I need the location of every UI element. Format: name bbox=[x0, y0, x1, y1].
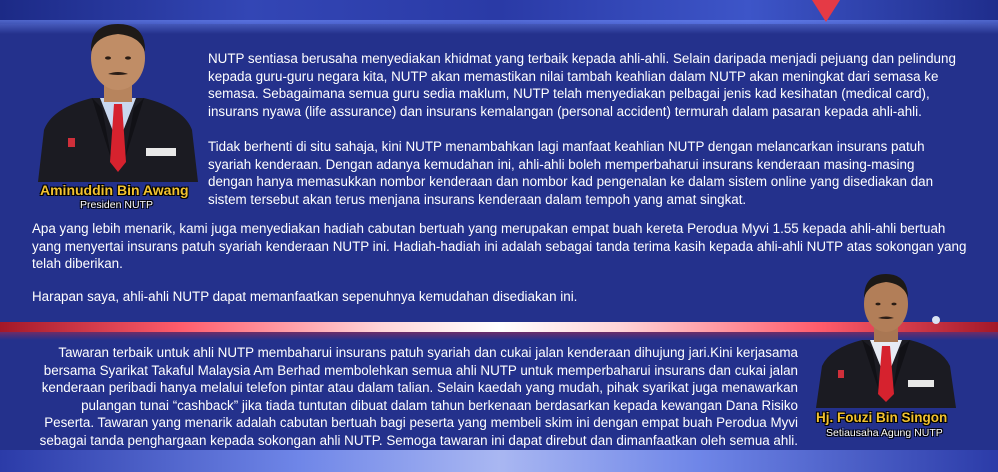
secretary-portrait bbox=[812, 266, 960, 408]
bottom-banner-strip bbox=[0, 450, 998, 472]
president-portrait bbox=[30, 12, 206, 182]
message-paragraph-2: Tidak berhenti di situ sahaja, kini NUTP menambahkan lagi manfaat keahlian NUTP dengan melancarkan insurans patuh syariah kenderaan. Dengan adanya kemudahan ini, ahli-ahli boleh memperbaharui insurans kenderaan masing-masing dengan hanya memasukkan nombor kenderaan dan nombor kad pengenalan ke dalam sistem online yang disediakan dan sistem tersebut akan terus menjana insurans kenderaan dalam tempoh yang amat singkat. bbox=[208, 139, 934, 207]
president-title: Presiden NUTP bbox=[80, 199, 153, 211]
secretary-name: Hj. Fouzi Bin Singon bbox=[816, 410, 948, 425]
secretary-photo bbox=[812, 266, 960, 408]
message-paragraph-3: Apa yang lebih menarik, kami juga menyediakan hadiah cabutan bertuah yang merupakan empat buah kereta Perodua Myvi 1.55 kepada ahli-ahli bertuah yang menyertai insurans patuh syariah kenderaan NUTP ini. Hadiah-hadiah ini adalah sebagai tanda terima kasih kepada ahli-ahli NUTP atas sokongan yang telah diberikan. bbox=[32, 221, 967, 271]
message-paragraph-4: Harapan saya, ahli-ahli NUTP dapat memanfaatkan sepenuhnya kemudahan disediakan ini. bbox=[32, 289, 578, 304]
message-paragraph-1: NUTP sentiasa berusaha menyediakan khidmat yang terbaik kepada ahli-ahli. Selain daripada menjadi pejuang dan pelindung kepada guru-guru negara kita, NUTP akan memastikan nilai tambah keahlian dalam NUTP akan meningkat dari semasa ke semasa. Sebagaimana semua guru sedia maklum, NUTP telah menyediakan pelbagai jenis kad kesihatan (medical card), insurans nyawa (life assurance) dan insurans kemalangan (personal accident) termurah dalam pasaran kepada ahli-ahli. bbox=[208, 51, 956, 119]
president-name: Aminuddin Bin Awang bbox=[40, 182, 189, 198]
top-red-chevron bbox=[812, 0, 840, 22]
offer-paragraph: Tawaran terbaik untuk ahli NUTP membaharui insurans patuh syariah dan cukai jalan kenderaan dihujung jari.Kini kerjasama bersama Syarikat Takaful Malaysia Am Berhad membolehkan semua ahli NUTP untuk memperbaharui insurans dan cukai jalan kenderaan peribadi hanya melalui telefon pintar atau dalam talian. Selain kaedah yang mudah, pihak syarikat juga menawarkan pulangan tunai “cashback” jika tiada tuntutan dibuat dalam tahun berkenaan berdasarkan kepada kewangan Dana Risiko Peserta. Tawaran yang menarik adalah cabutan bertuah bagi peserta yang membeli skim ini dengan empat buah Perodua Myvi sebagai tanda penghargaan kepada sokongan ahli NUTP. Semoga tawaran ini dapat direbut dan dimanfaatkan oleh semua ahli. bbox=[39, 345, 798, 448]
secretary-title: Setiausaha Agung NUTP bbox=[826, 427, 943, 439]
president-photo bbox=[30, 12, 206, 182]
